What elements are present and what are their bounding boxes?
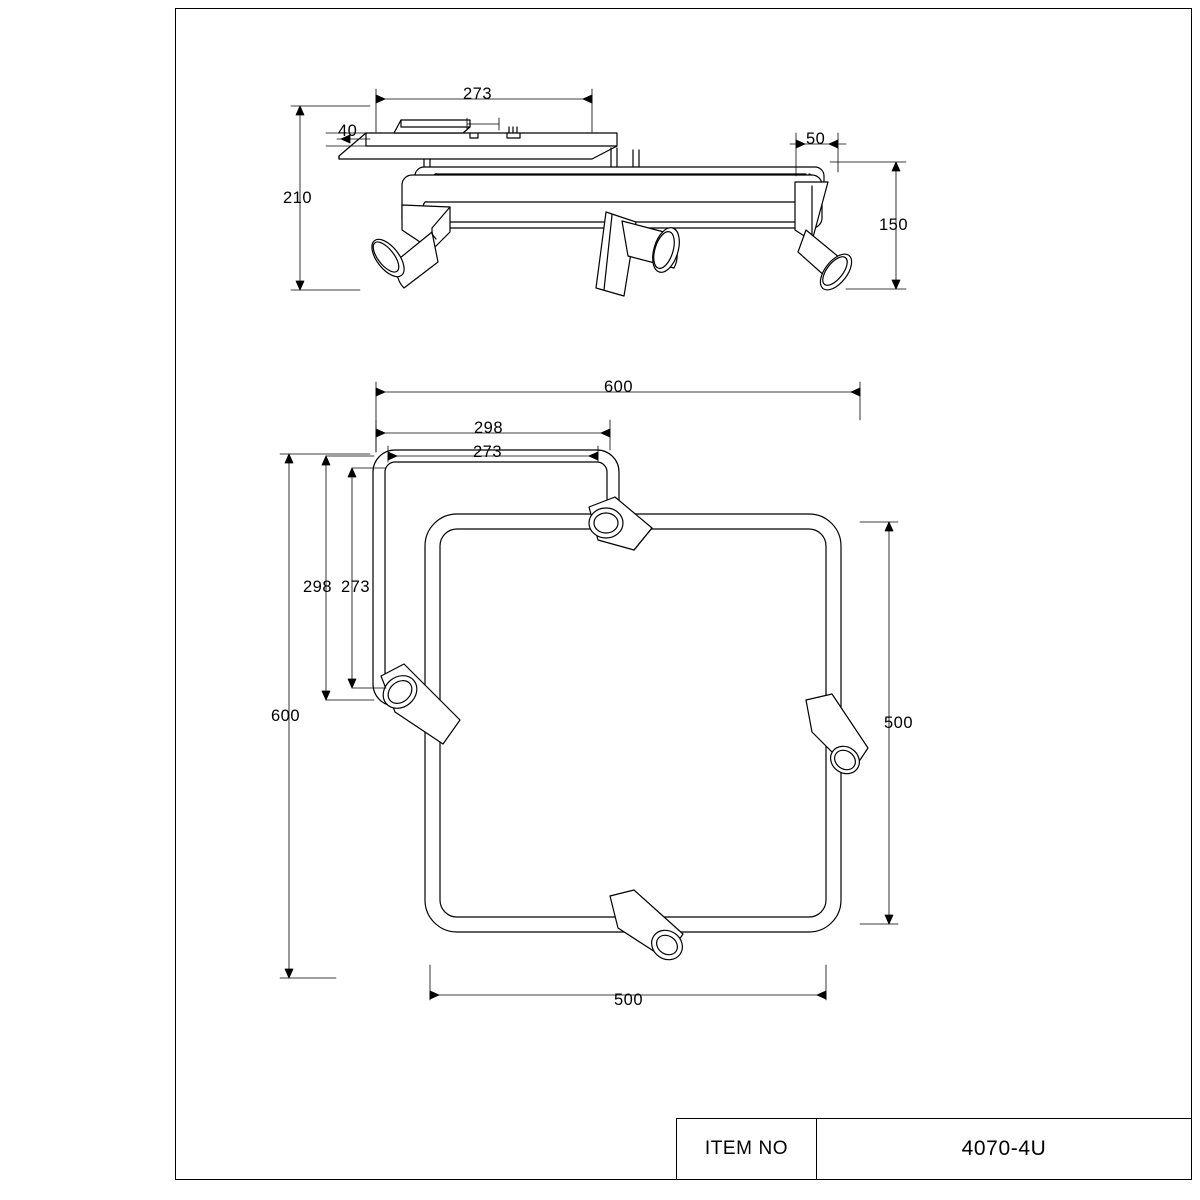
dim-150-label: 150: [879, 216, 909, 234]
dim-273-left-label: 273: [341, 578, 371, 596]
dim-273-inner-label: 273: [473, 443, 503, 461]
dim-600-left-label: 600: [271, 707, 301, 725]
dim-40-label: 40: [338, 122, 358, 140]
item-no-value: 4070-4U: [961, 1137, 1047, 1160]
dim-500-bottom-label: 500: [614, 991, 644, 1009]
dim-500-right-label: 500: [884, 714, 914, 732]
side-ceiling-plate: [339, 120, 617, 159]
dim-600-top-label: 600: [604, 378, 634, 396]
dim-210-label: 210: [283, 189, 313, 207]
side-spotlight-right: [795, 182, 858, 295]
dim-298-left-label: 298: [303, 578, 333, 596]
plan-front-loop: [425, 514, 841, 932]
title-block: [676, 1118, 1192, 1180]
dim-50-label: 50: [806, 130, 826, 148]
dim-273-top-label: 273: [463, 85, 493, 103]
dim-298-top-label: 298: [474, 419, 504, 437]
item-no-label: ITEM NO: [677, 1119, 817, 1179]
side-spotlight-left: [366, 205, 450, 288]
